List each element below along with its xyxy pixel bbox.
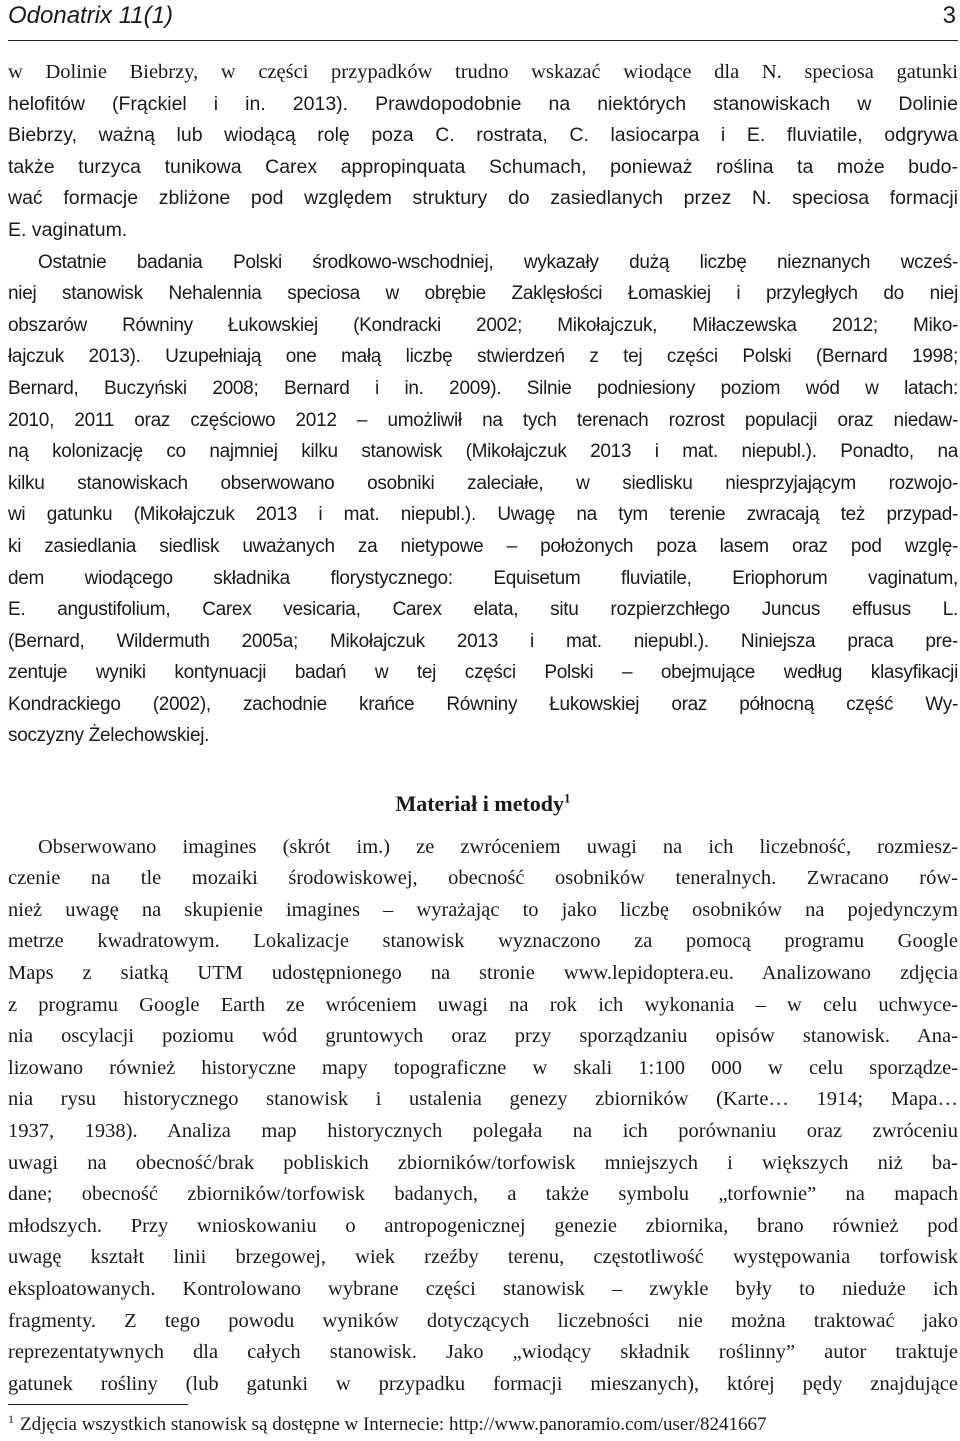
text-line: E. angustifolium, Carex vesicaria, Carex elata, situ rozpierzchłego Juncus effusus L. xyxy=(8,599,958,621)
text-line: kilku stanowiskach obserwowano osobniki zaleciałe, w siedlisku niesprzyjającym rozwojo- xyxy=(8,472,958,494)
article-page xyxy=(8,0,958,1400)
running-header xyxy=(8,0,958,41)
text-line: z programu Google Earth ze wróceniem uwagi na rok ich wykonania – w celu uchwyce- xyxy=(8,993,958,1016)
text-line: reprezentatywnych dla całych stanowisk. Jako „wiodący składnik roślinny” autor traktuje xyxy=(8,1341,958,1364)
text-line: Obserwowano imagines (skrót im.) ze zwróceniem uwagi na ich liczebność, rozmiesz- xyxy=(38,835,958,858)
footnote xyxy=(8,1411,767,1436)
text-line: gatunek rośliny (lub gatunki w przypadku formacji mieszanych), której pędy znajdujące xyxy=(8,1372,958,1395)
text-line: Bernard, Buczyński 2008; Bernard i in. 2009). Silnie podniesiony poziom wód w latach: xyxy=(8,377,958,399)
text-line: młodszych. Przy wnioskowaniu o antropogenicznej genezie zbiornika, brano również pod xyxy=(8,1214,958,1237)
text-line: metrze kwadratowym. Lokalizacje stanowisk wyznaczono za pomocą programu Google xyxy=(8,930,958,953)
paragraph-3 xyxy=(8,832,958,1401)
section-heading-text: Materiał i metody xyxy=(395,791,565,817)
text-line: czenie na tle mozaiki środowiskowej, obecność osobników teneralnych. Zwracano rów- xyxy=(8,867,958,890)
text-line: eksploatowanych. Kontrolowano wybrane części stanowisk – zwykle były to nieduże ich xyxy=(8,1277,958,1300)
text-line: nia oscylacji poziomu wód gruntowych oraz przy sporządzaniu opisów stanowisk. Ana- xyxy=(8,1025,958,1048)
text-line: Kondrackiego (2002), zachodnie krańce Równiny Łukowskiej oraz północną część Wy- xyxy=(8,693,958,715)
text-line: w Dolinie Biebrzy, w części przypadków trudno wskazać wiodące dla N. speciosa gatunki xyxy=(8,61,958,83)
text-line: dem wiodącego składnika florystycznego: Equisetum fluviatile, Eriophorum vaginatum, xyxy=(8,567,958,589)
text-line: E. vaginatum. xyxy=(8,218,128,241)
text-line: nia rysu historycznego stanowisk i ustalenia genezy zbiorników (Karte… 1914; Mapa… xyxy=(8,1088,958,1111)
text-line: dane; obecność zbiorników/torfowisk badanych, a także symbolu „torfownie” na mapach xyxy=(8,1183,958,1206)
article-body xyxy=(8,57,958,1400)
text-line: zentuje wyniki kontynuacji badań w tej części Polski – obejmujące według klasyfikacji xyxy=(8,662,958,684)
text-line: ną kolonizację co najmniej kilku stanowisk (Mikołajczuk 2013 i mat. niepubl.). Ponadto, na xyxy=(8,441,958,463)
text-line: Ostatnie badania Polski środkowo-wschodniej, wykazały dużą liczbę nieznanych wcześ- xyxy=(38,251,958,273)
text-line: 2010, 2011 oraz częściowo 2012 – umożliwił na tych terenach rozrost populacji oraz niedaw- xyxy=(8,409,958,431)
text-line: uwagi na obecność/brak pobliskich zbiorników/torfowisk mniejszych i większych niż ba- xyxy=(8,1151,958,1174)
text-line: soczyzny Żelechowskiej. xyxy=(8,725,210,747)
paragraph-2 xyxy=(8,247,958,753)
text-line: 1937, 1938). Analiza map historycznych polegała na ich porównaniu oraz zwróceniu xyxy=(8,1120,958,1142)
footnote-mark: 1 xyxy=(8,1411,14,1426)
journal-title: Odonatrix 11(1) xyxy=(8,2,173,29)
section-heading xyxy=(8,788,958,820)
text-line: wi gatunku (Mikołajczuk 2013 i mat. niepubl.). Uwagę na tym terenie zwracają też przypad- xyxy=(8,504,958,526)
text-line: lizowano również historyczne mapy topograficzne w skali 1:100 000 w celu sporządze- xyxy=(8,1056,958,1079)
text-line: fragmenty. Z tego powodu wyników dotyczących liczebności nie można traktować jako xyxy=(8,1309,958,1332)
text-line: wać formacje zbliżone pod względem struktury do zasiedlanych przez N. speciosa formacji xyxy=(8,187,958,210)
footnote-reference: 1 xyxy=(564,790,571,806)
text-line: helofitów (Frąckiel i in. 2013). Prawdopodobnie na niektórych stanowiskach w Dolinie xyxy=(8,92,958,115)
footnote-divider xyxy=(8,1404,188,1405)
paragraph-1 xyxy=(8,57,958,247)
text-line: uwagę kształt linii brzegowej, wiek rzeźby terenu, częstotliwość występowania torfowisk xyxy=(8,1246,958,1269)
text-line: ki zasiedlania siedlisk uważanych za nietypowe – położonych poza lasem oraz pod wzglę- xyxy=(8,535,958,557)
text-line: niej stanowisk Nehalennia speciosa w obrębie Zaklęsłości Łomaskiej i przyległych do niej xyxy=(8,283,958,305)
text-line: łajczuk 2013). Uzupełniają one małą liczbę stwierdzeń z tej części Polski (Bernard 1998; xyxy=(8,346,958,368)
text-line: Biebrzy, ważną lub wiodącą rolę poza C. rostrata, C. lasiocarpa i E. fluviatile, odgrywa xyxy=(8,124,958,147)
text-line: Maps z siatką UTM udostępnionego na stronie www.lepidoptera.eu. Analizowano zdjęcia xyxy=(8,962,958,985)
text-line: obszarów Równiny Łukowskiej (Kondracki 2002; Mikołajczuk, Miłaczewska 2012; Miko- xyxy=(8,314,958,336)
text-line: także turzyca tunikowa Carex appropinquata Schumach, ponieważ roślina ta może budo- xyxy=(8,155,958,178)
text-line: (Bernard, Wildermuth 2005a; Mikołajczuk 2013 i mat. niepubl.). Niniejsza praca pre- xyxy=(8,630,958,652)
text-line: nież uwagę na skupienie imagines – wyrażając to jako liczbę osobników na pojedynczym xyxy=(8,898,958,921)
page-number: 3 xyxy=(942,2,956,29)
footnote-text: Zdjęcia wszystkich stanowisk są dostępne w Internecie: http://www.panoramio.com/user/8241667 xyxy=(20,1414,767,1435)
